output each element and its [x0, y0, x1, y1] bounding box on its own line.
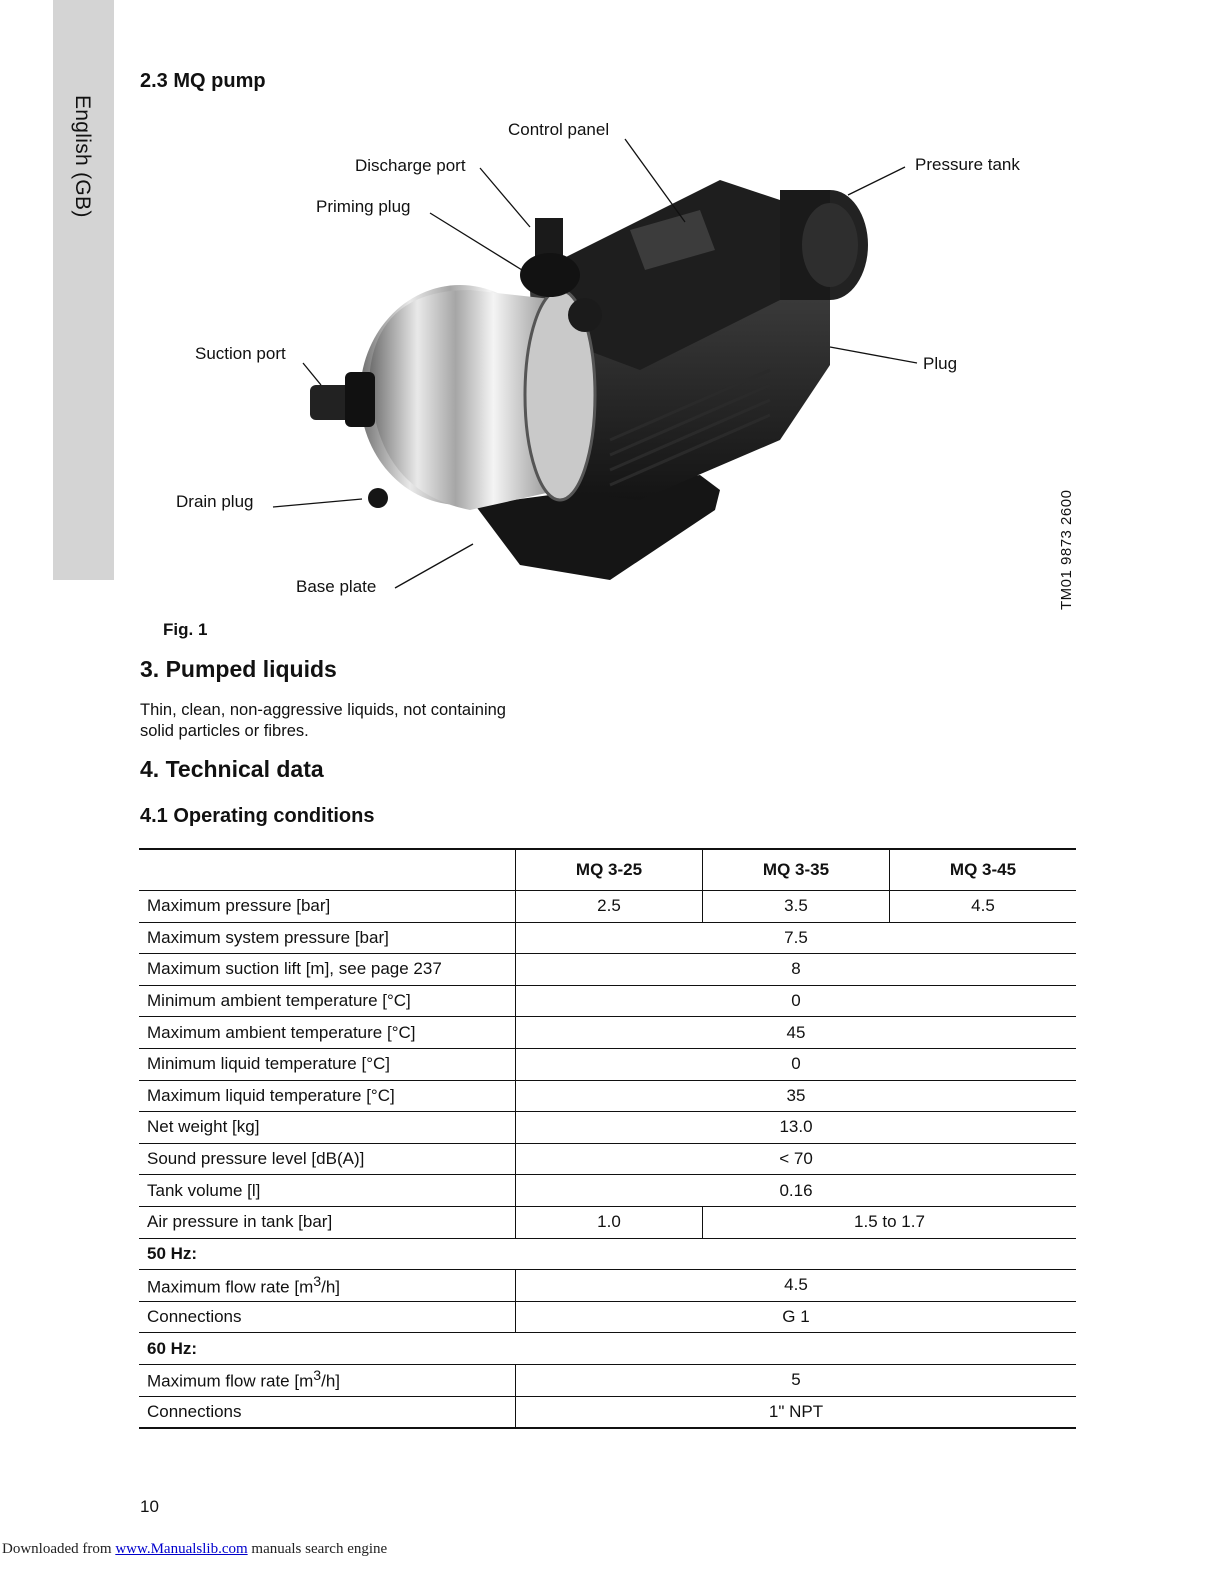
table-header-row — [139, 849, 1076, 891]
pumped-liquids-text — [140, 700, 590, 742]
section-4-title: 4. Technical data — [140, 756, 324, 782]
table-row — [139, 1206, 1076, 1238]
cell-value: 8 — [516, 954, 1077, 986]
cell-value: 1.5 to 1.7 — [703, 1206, 1077, 1238]
download-footer — [2, 1541, 387, 1558]
table-row — [139, 922, 1076, 954]
cell-value: 1.0 — [516, 1206, 703, 1238]
pumped-liquids-line-1: Thin, clean, non-aggressive liquids, not containing — [140, 701, 506, 719]
language-tab-label: English (GB) — [71, 95, 94, 218]
cell-value: 5 — [516, 1364, 1077, 1396]
pump-figure — [140, 110, 1100, 620]
table-row — [139, 1364, 1076, 1396]
pumped-liquids-line-2: solid particles or fibres. — [140, 722, 309, 740]
label-superscript: 3 — [313, 1368, 322, 1385]
row-label: Maximum suction lift [m], see page 237 — [139, 954, 516, 986]
row-label: Maximum ambient temperature [°C] — [139, 1017, 516, 1049]
language-side-tab — [53, 0, 114, 580]
cell-value: 0 — [516, 1048, 1077, 1080]
cell-value: G 1 — [516, 1301, 1077, 1333]
section-2-3-title: 2.3 MQ pump — [140, 70, 266, 92]
figure-code: TM01 9873 2600 — [1058, 489, 1075, 610]
row-label: Maximum pressure [bar] — [139, 891, 516, 923]
table-row — [139, 1175, 1076, 1207]
table-section-row — [139, 1238, 1076, 1270]
label-text: /h] — [321, 1277, 341, 1297]
row-label: Sound pressure level [dB(A)] — [139, 1143, 516, 1175]
drain-plug-shape — [368, 488, 388, 508]
callout-plug: Plug — [923, 354, 958, 373]
manualslib-link[interactable]: www.Manualslib.com — [115, 1541, 248, 1557]
cell-value: 45 — [516, 1017, 1077, 1049]
table-row — [139, 1301, 1076, 1333]
table-row — [139, 1143, 1076, 1175]
table-row — [139, 1112, 1076, 1144]
label-text: Maximum flow rate [m — [147, 1277, 314, 1297]
label-text: Maximum flow rate [m — [147, 1372, 314, 1392]
table-row — [139, 891, 1076, 923]
cell-value: 2.5 — [516, 891, 703, 923]
row-label: Minimum ambient temperature [°C] — [139, 985, 516, 1017]
row-label: Tank volume [l] — [139, 1175, 516, 1207]
callout-control-panel: Control panel — [508, 120, 610, 139]
table-row — [139, 1270, 1076, 1302]
table-row — [139, 985, 1076, 1017]
row-label: Net weight [kg] — [139, 1112, 516, 1144]
section-3-title: 3. Pumped liquids — [140, 656, 337, 682]
label-superscript: 3 — [313, 1273, 322, 1290]
row-label: Connections — [139, 1301, 516, 1333]
callout-pressure-tank: Pressure tank — [915, 155, 1020, 174]
figure-label: Fig. 1 — [163, 620, 208, 639]
priming-plug-shape — [520, 253, 580, 297]
label-text: /h] — [321, 1372, 341, 1392]
section-50hz-label: 50 Hz: — [139, 1238, 1076, 1270]
header-empty-cell — [139, 849, 516, 891]
cell-value: 4.5 — [890, 891, 1077, 923]
table-row — [139, 1017, 1076, 1049]
callout-drain-plug: Drain plug — [176, 492, 254, 511]
row-label: Minimum liquid temperature [°C] — [139, 1048, 516, 1080]
callout-discharge-port: Discharge port — [355, 156, 466, 175]
operating-conditions-table — [139, 848, 1076, 1429]
discharge-port-shape — [535, 218, 563, 258]
callout-base-plate: Base plate — [296, 577, 377, 596]
header-mq-3-35: MQ 3-35 — [703, 849, 890, 891]
cell-value: 7.5 — [516, 922, 1077, 954]
table-row — [139, 1396, 1076, 1428]
page-number: 10 — [140, 1497, 159, 1516]
header-mq-3-45: MQ 3-45 — [890, 849, 1077, 891]
row-label: Maximum system pressure [bar] — [139, 922, 516, 954]
table-row — [139, 954, 1076, 986]
cell-value: 1" NPT — [516, 1396, 1077, 1428]
cell-value: 3.5 — [703, 891, 890, 923]
callout-priming-plug: Priming plug — [316, 197, 411, 216]
cell-value: 0 — [516, 985, 1077, 1017]
cell-value: 13.0 — [516, 1112, 1077, 1144]
cell-value: < 70 — [516, 1143, 1077, 1175]
cell-value: 35 — [516, 1080, 1077, 1112]
row-label: Connections — [139, 1396, 516, 1428]
header-mq-3-25: MQ 3-25 — [516, 849, 703, 891]
table-row — [139, 1048, 1076, 1080]
footer-suffix: manuals search engine — [247, 1541, 388, 1557]
row-label: Air pressure in tank [bar] — [139, 1206, 516, 1238]
cell-value: 4.5 — [516, 1270, 1077, 1302]
row-label: Maximum liquid temperature [°C] — [139, 1080, 516, 1112]
cell-value: 0.16 — [516, 1175, 1077, 1207]
table-section-row — [139, 1333, 1076, 1365]
row-label — [139, 1270, 516, 1302]
table-row — [139, 1080, 1076, 1112]
section-60hz-label: 60 Hz: — [139, 1333, 1076, 1365]
row-label — [139, 1364, 516, 1396]
footer-prefix: Downloaded from — [2, 1541, 116, 1557]
section-4-1-title: 4.1 Operating conditions — [140, 805, 375, 827]
callout-suction-port: Suction port — [195, 344, 286, 363]
